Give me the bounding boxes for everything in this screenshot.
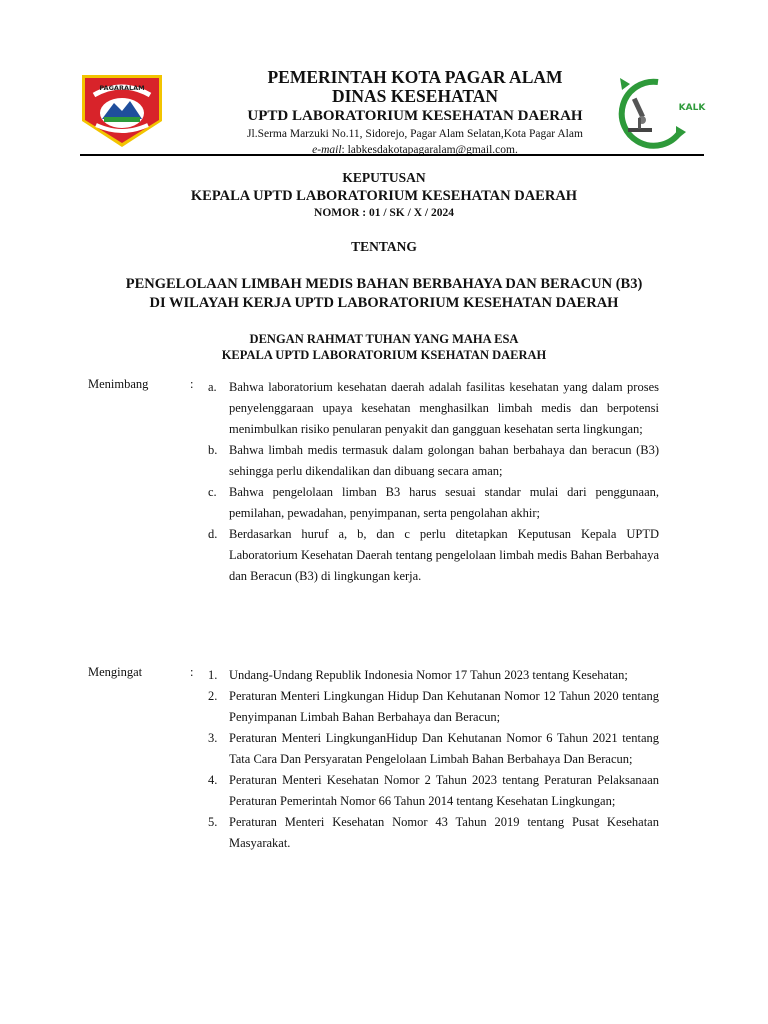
gov-name: PEMERINTAH KOTA PAGAR ALAM xyxy=(267,67,563,87)
doc-number: NOMOR : 01 / SK / X / 2024 xyxy=(314,207,454,219)
mengingat-colon: : xyxy=(190,665,194,679)
svg-text:PAGARALAM: PAGARALAM xyxy=(99,84,145,92)
menimbang-label: Menimbang xyxy=(88,377,149,391)
mengingat-label: Mengingat xyxy=(88,665,143,679)
header-rule xyxy=(80,154,704,156)
list-item: c. Bahwa pengelolaan limban B3 harus sesuai standar mulai dari penggunaan, pemilahan, pewadahan, penyimpanan, serta pengolahan akhir; xyxy=(208,485,659,520)
mengingat-list xyxy=(208,665,659,854)
svg-text:KALK: KALK xyxy=(678,103,706,113)
list-item: b. Bahwa limbah medis termasuk dalam golongan bahan berbahaya dan beracun (B3) sehingga perlu dikendalikan dan dibuang secara aman; xyxy=(208,443,659,478)
email-label: e-mail xyxy=(312,144,342,156)
list-item: 2. Peraturan Menteri Lingkungan Hidup Dan Kehutanan Nomor 12 Tahun 2020 tentang Penyimpanan Limbah Bahan Berbahaya dan Beracun; xyxy=(208,689,659,724)
list-item: 3. Peraturan Menteri LingkunganHidup Dan Kehutanan Nomor 6 Tahun 2021 tentang Tata Cara Dan Persyaratan Pengelolaan Limbah Bahan Berbahaya Dan Beracun; xyxy=(208,731,659,766)
tentang-heading: TENTANG xyxy=(351,239,417,254)
dept-name: DINAS KESEHATAN xyxy=(331,86,499,106)
unit-name: UPTD LABORATORIUM KESEHATAN DAERAH xyxy=(247,108,583,124)
menimbang-colon: : xyxy=(190,377,194,391)
pagar-alam-emblem xyxy=(80,73,164,149)
list-item: 1. Undang-Undang Republik Indonesia Nomor 17 Tahun 2023 tentang Kesehatan; xyxy=(208,668,628,682)
subject-line-2: DI WILAYAH KERJA UPTD LABORATORIUM KESEHATAN DAERAH xyxy=(149,295,619,311)
subject-line-1: PENGELOLAAN LIMBAH MEDIS BAHAN BERBAHAYA DAN BERACUN (B3) xyxy=(125,276,643,292)
kepala-line: KEPALA UPTD LABORATORIUM KSEHATAN DAERAH xyxy=(221,348,547,362)
doc-issuer: KEPALA UPTD LABORATORIUM KESEHATAN DAERAH xyxy=(190,188,578,204)
doc-type: KEPUTUSAN xyxy=(342,170,426,185)
list-item: d. Berdasarkan huruf a, b, dan c perlu ditetapkan Keputusan Kepala UPTD Laboratorium Kesehatan Daerah tentang pengelolaan limbah medis Bahan Berbahaya dan Beracun (B3) di lingkungan kerja. xyxy=(208,527,659,583)
list-item: 4. Peraturan Menteri Kesehatan Nomor 2 Tahun 2023 tentang Peraturan Pelaksanaan Peraturan Pemerintah Nomor 66 Tahun 2014 tentang Kesehatan Lingkungan; xyxy=(208,773,659,808)
letterhead xyxy=(165,68,665,157)
menimbang-list xyxy=(208,377,659,587)
address: Jl.Serma Marzuki No.11, Sidorejo, Pagar Alam Selatan,Kota Pagar Alam xyxy=(247,128,583,140)
rahmat-line: DENGAN RAHMAT TUHAN YANG MAHA ESA xyxy=(249,332,519,346)
list-item: a. Bahwa laboratorium kesehatan daerah adalah fasilitas kesehatan yang dalam proses penyelenggaraan upaya kesehatan menghasilkan limbah medis dan berpotensi menimbulkan risiko penularan penyakit dan gangguan kesehatan serta lingkungan; xyxy=(208,380,659,436)
email-value: : labkesdakotapagaralam@gmail.com. xyxy=(341,144,518,156)
microscope-icon xyxy=(628,98,652,132)
kalk-logo xyxy=(600,72,710,150)
list-item: 5. Peraturan Menteri Kesehatan Nomor 43 Tahun 2019 tentang Pusat Kesehatan Masyarakat. xyxy=(208,815,659,850)
